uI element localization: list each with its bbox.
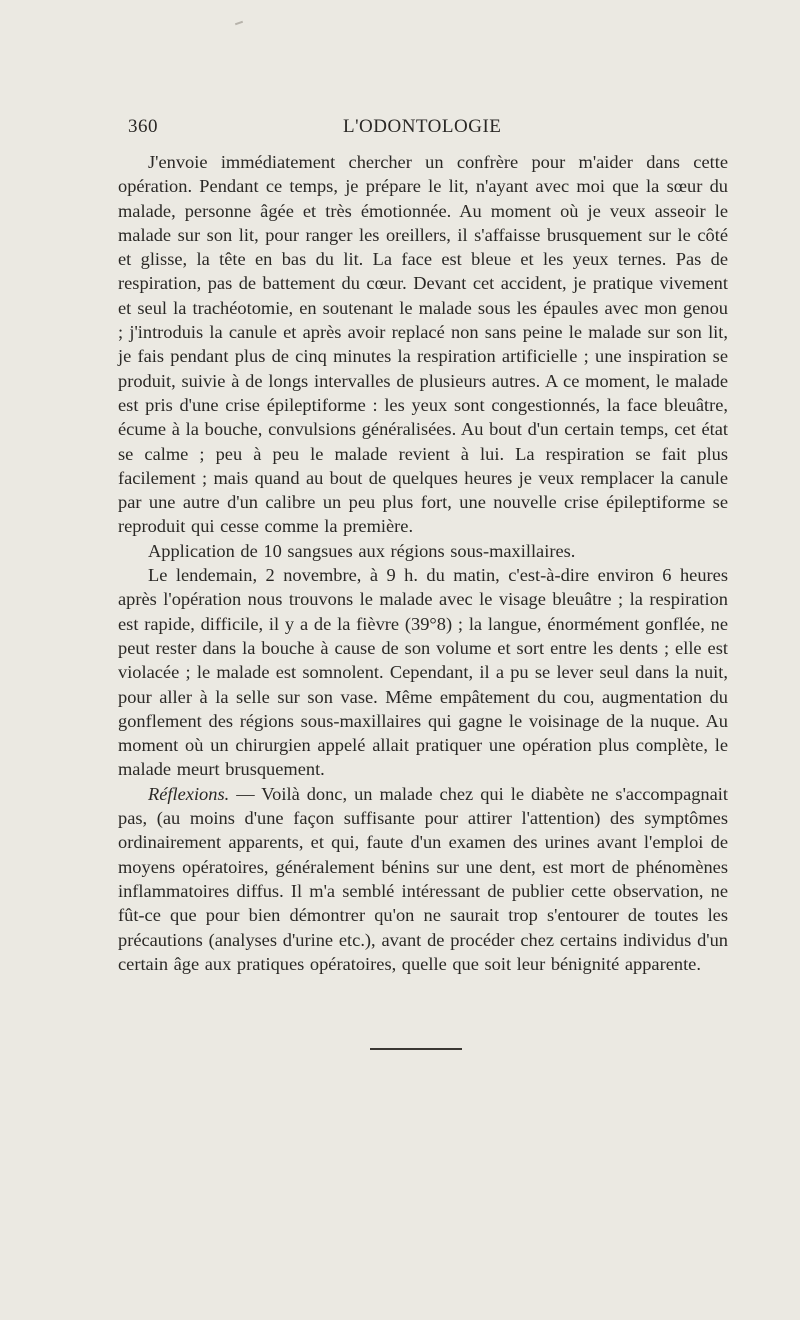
section-end-rule xyxy=(370,1048,462,1050)
paragraph-reflexions xyxy=(118,782,728,976)
paragraph-sangsues: Application de 10 sangsues aux régions sous-maxillaires. xyxy=(148,540,576,561)
running-title: L'ODONTOLOGIE xyxy=(343,116,502,137)
paragraph-operation: J'envoie immédiatement chercher un confrère pour m'aider dans cette opération. Pendant ce temps, je prépare le lit, n'ayant avec moi que la sœur du malade, personne âgée et très émotionnée. Au moment où je veux asseoir le malade sur son lit, pour ranger les oreillers, il s'affaisse brusquement sur le côté et glisse, la tête en bas du lit. La face est bleue et les yeux ternes. Pas de respiration, pas de battement du cœur. Devant cet accident, je pratique vivement et seul la trachéotomie, en soutenant le malade sous les épaules avec mon genou ; j'introduis la canule et après avoir replacé non sans peine le malade sur son lit, je fais pendant plus de cinq minutes la respiration artificielle ; une inspiration se produit, suivie à de longs intervalles de plusieurs autres. A ce moment, le malade est pris d'une crise épileptiforme : les yeux sont congestionnés, la face bleuâtre, écume à la bouche, convulsions généralisées. Au bout d'un certain temps, cet état se calme ; peu à peu le malade revient à lui. La respiration se fait plus facilement ; mais quand au bout de quelques heures je veux remplacer la canule par une autre d'un calibre un peu plus fort, une nouvelle crise épileptiforme se reproduit qui cesse comme la première. xyxy=(118,152,728,537)
reflexions-label: Réflexions. xyxy=(148,783,230,804)
article-body xyxy=(118,150,728,976)
paper-speck xyxy=(235,21,243,26)
page-header xyxy=(128,116,728,144)
reflexions-text: — Voilà donc, un malade chez qui le diabète ne s'accompagnait pas, (au moins d'une façon suffisante pour attirer l'attention) des symptômes ordinairement apparents, et qui, faute d'un examen des urines avant l'emploi de moyens opératoires, généralement bénins sur une dent, est mort de phénomènes inflammatoires diffus. Il m'a semblé intéressant de publier cette observation, ne fût-ce que pour bien démontrer qu'on ne saurait trop s'entourer de toutes les précautions (analyses d'urine etc.), avant de procéder chez certains individus d'un certain âge aux pratiques opératoires, quelle que soit leur bénignité apparente. xyxy=(118,783,728,974)
page-number: 360 xyxy=(128,116,158,137)
paragraph-lendemain: Le lendemain, 2 novembre, à 9 h. du matin, c'est-à-dire environ 6 heures après l'opération nous trouvons le malade avec le visage bleuâtre ; la respiration est rapide, difficile, il y a de la fièvre (39°8) ; la langue, énormément gonflée, ne peut rester dans la bouche à cause de son volume et sort entre les dents ; elle est violacée ; le malade est somnolent. Cependant, il a pu se lever seul dans la nuit, pour aller à la selle sur son vase. Même empâtement du cou, augmentation du gonflement des régions sous-maxillaires qui gagne le voisinage de la nuque. Au moment où un chirurgien appelé allait pratiquer une opération plus complète, le malade meurt brusquement. xyxy=(118,565,728,780)
